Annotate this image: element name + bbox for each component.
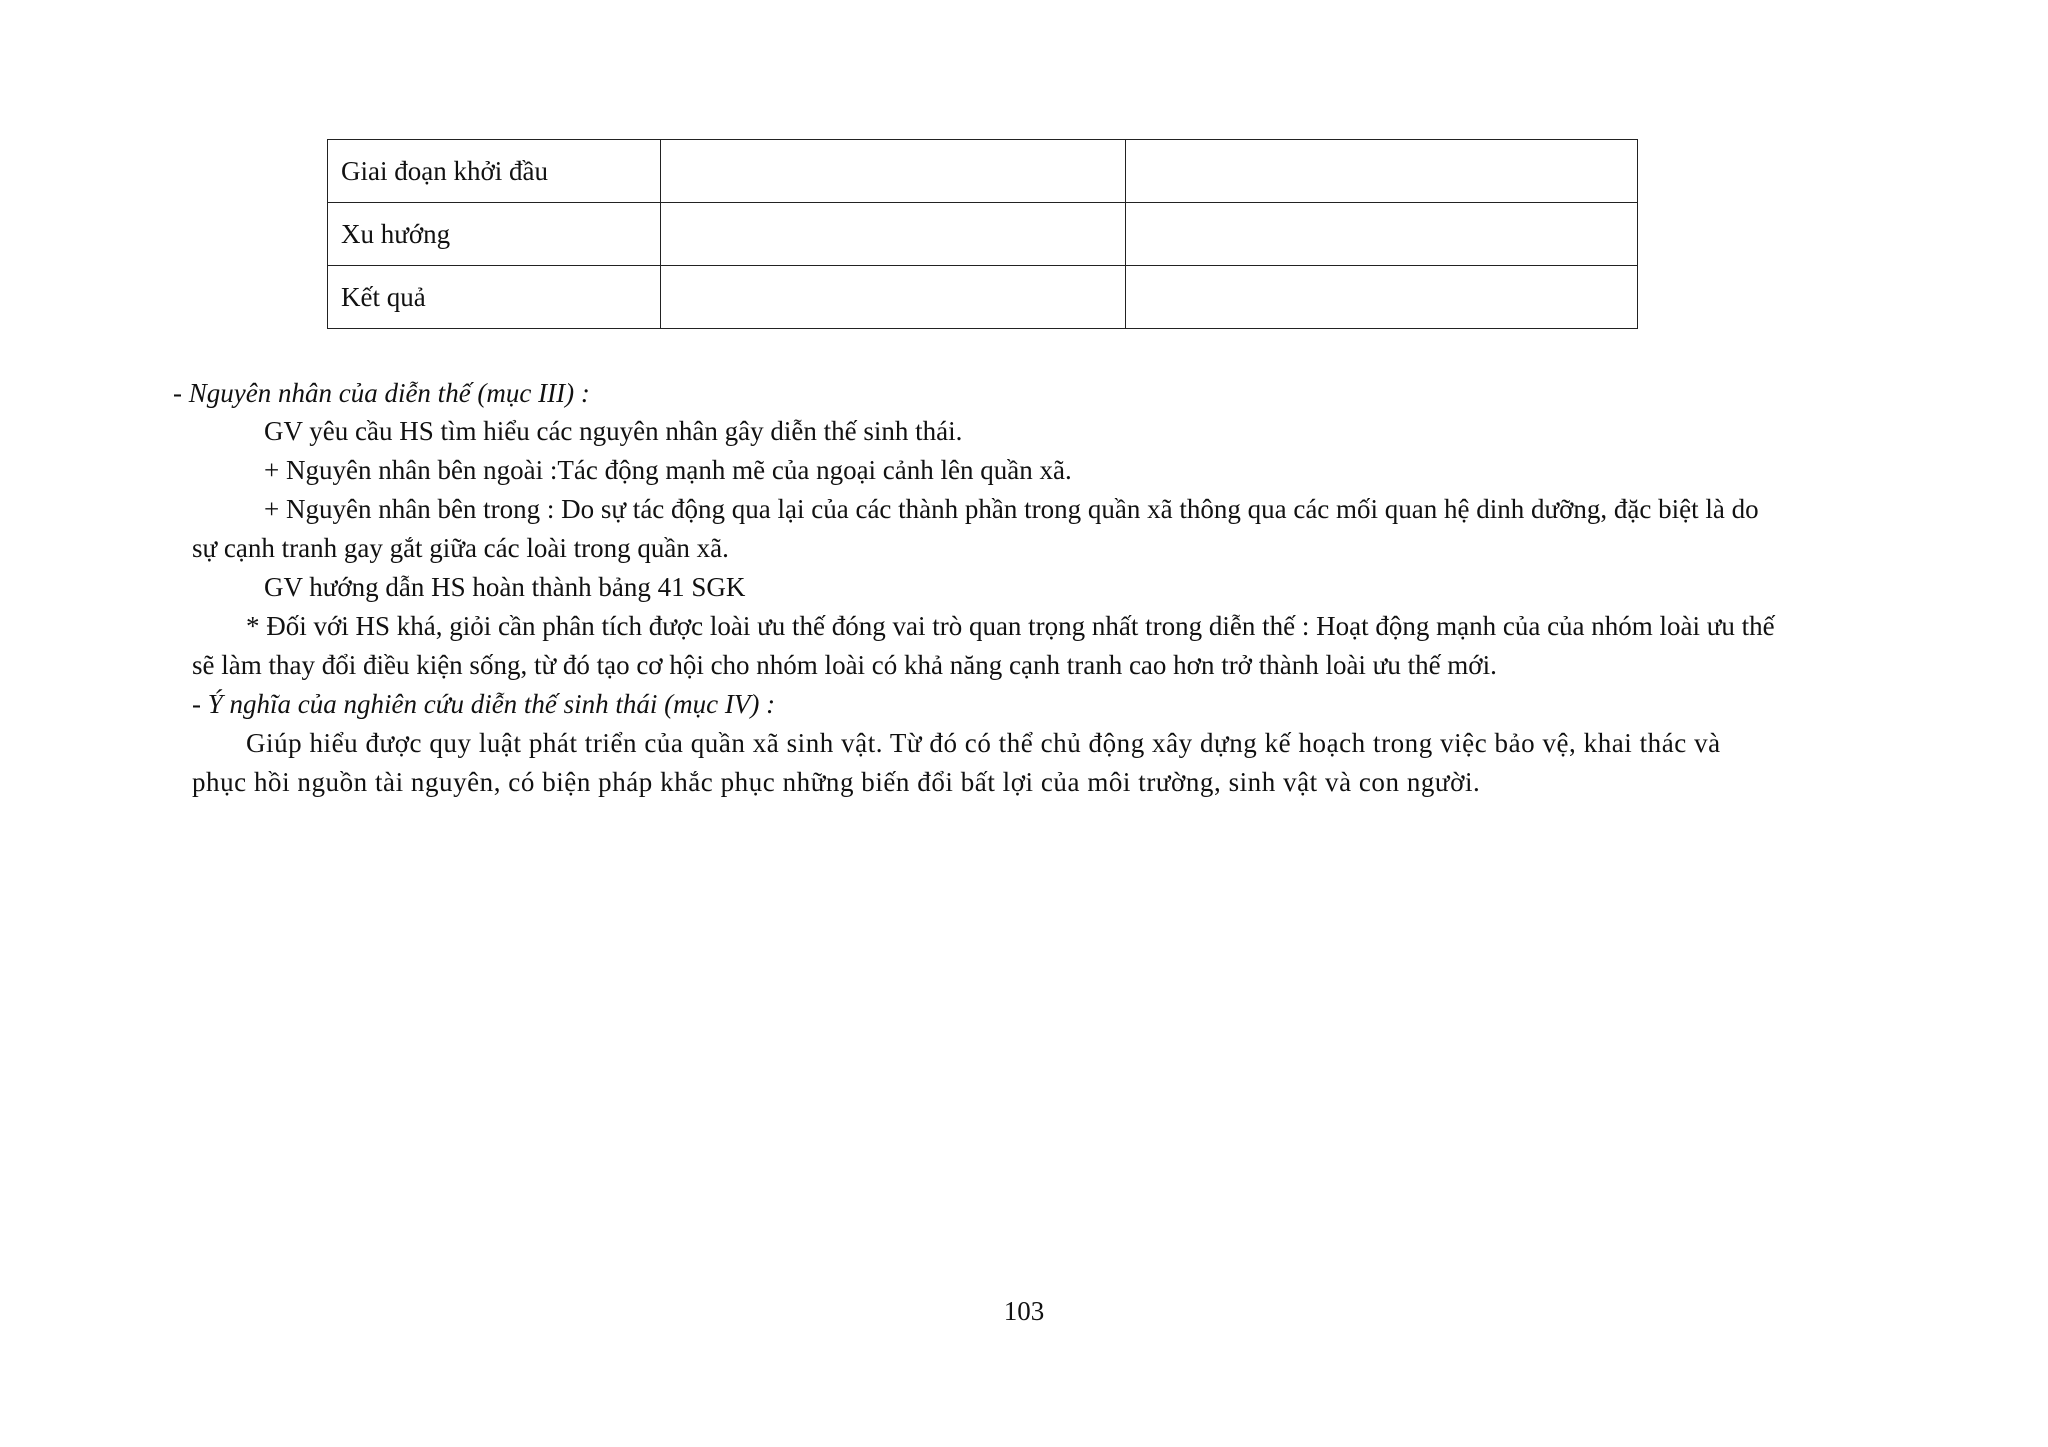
meaning-line2: phục hồi nguồn tài nguyên, có biện pháp khắc phục những biến đổi bất lợi của môi trường, sinh vật và con người. (192, 767, 1481, 797)
meaning-line1: Giúp hiểu được quy luật phát triển của quần xã sinh vật. Từ đó có thể chủ động xây dựng kế hoạch trong việc bảo vệ, khai thác và (246, 728, 1721, 758)
table-cell (661, 140, 1126, 203)
table-cell: Giai đoạn khởi đầu (328, 140, 661, 203)
causes-paragraph-intro: GV yêu cầu HS tìm hiểu các nguyên nhân gây diễn thế sinh thái. (264, 416, 963, 446)
table-cell (1126, 203, 1638, 266)
succession-comparison-table (327, 139, 1638, 329)
causes-external: + Nguyên nhân bên ngoài :Tác động mạnh mẽ của ngoại cảnh lên quần xã. (264, 455, 1072, 485)
table-cell (661, 266, 1126, 329)
table-row (328, 140, 1638, 203)
causes-heading: - Nguyên nhân của diễn thế (mục III) : (173, 378, 590, 408)
causes-advanced-line2: sẽ làm thay đổi điều kiện sống, từ đó tạo cơ hội cho nhóm loài có khả năng cạnh tranh cao hơn trở thành loài ưu thế mới. (192, 650, 1497, 680)
table-cell: Xu hướng (328, 203, 661, 266)
causes-table-instruction: GV hướng dẫn HS hoàn thành bảng 41 SGK (264, 572, 746, 602)
causes-internal-line1: + Nguyên nhân bên trong : Do sự tác động qua lại của các thành phần trong quần xã thông qua các mối quan hệ dinh dưỡng, đặc biệt là do (264, 494, 1759, 524)
table-row (328, 266, 1638, 329)
meaning-heading: - Ý nghĩa của nghiên cứu diễn thế sinh thái (mục IV) : (192, 689, 776, 719)
table-cell (1126, 140, 1638, 203)
causes-internal-line2: sự cạnh tranh gay gắt giữa các loài trong quần xã. (192, 533, 729, 563)
table-cell (661, 203, 1126, 266)
table-cell (1126, 266, 1638, 329)
causes-advanced-line1: * Đối với HS khá, giỏi cần phân tích được loài ưu thế đóng vai trò quan trọng nhất trong diễn thế : Hoạt động mạnh của của nhóm loài ưu thế (246, 611, 1775, 641)
page-number: 103 (1003, 1296, 1045, 1326)
table-cell: Kết quả (328, 266, 661, 329)
table-row (328, 203, 1638, 266)
